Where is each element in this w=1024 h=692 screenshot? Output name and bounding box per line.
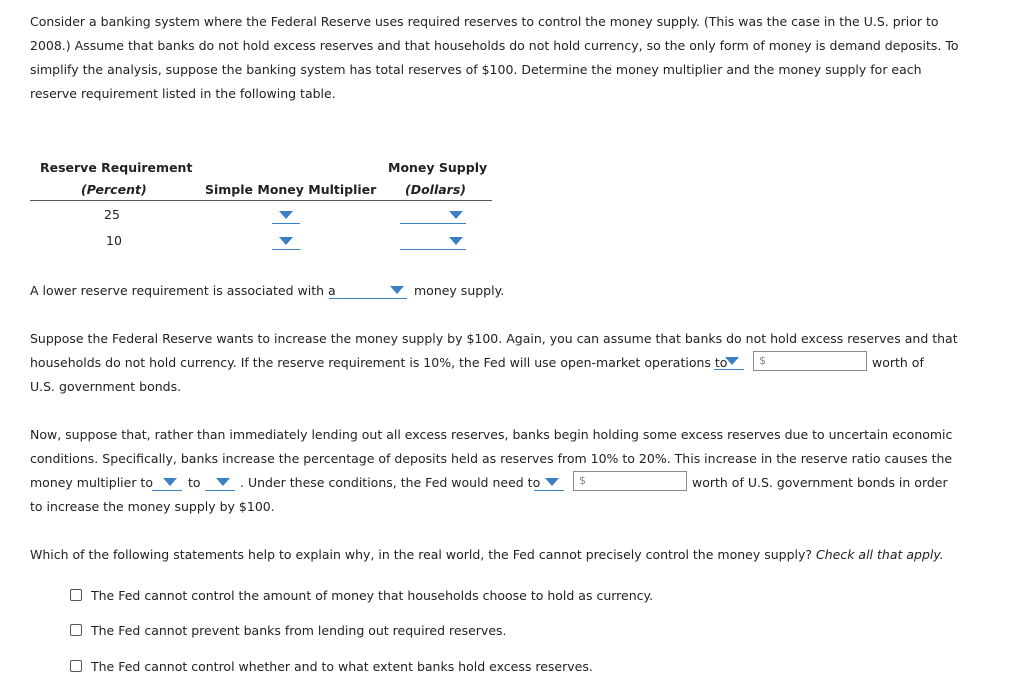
q4-instruction: Check all that apply.: [816, 547, 944, 562]
multiplier-dropdown-10[interactable]: [272, 235, 300, 250]
col-reserve-header: Reserve Requirement: [40, 160, 193, 175]
multiplier-dropdown-25[interactable]: [272, 209, 300, 224]
option-2-label: The Fed cannot prevent banks from lending out required reserves.: [91, 623, 507, 638]
q3-amount-input[interactable]: [573, 471, 687, 491]
chevron-down-icon: [449, 237, 463, 245]
q3-buy-sell-dropdown[interactable]: [534, 476, 564, 491]
chevron-down-icon: [216, 478, 230, 486]
chevron-down-icon: [279, 211, 293, 219]
option-1-label: The Fed cannot control the amount of money that households choose to hold as currency.: [91, 588, 654, 603]
checkbox-option-2[interactable]: [70, 624, 82, 636]
q3-line3-c: . Under these conditions, the Fed would need to: [240, 475, 541, 490]
chevron-down-icon: [725, 357, 739, 365]
q2-line2-after: worth of: [872, 355, 924, 370]
row-reserve-25: 25: [104, 207, 120, 222]
q3-line4: to increase the money supply by $100.: [30, 499, 275, 514]
table-header-rule: [30, 200, 492, 201]
q1-text-before: A lower reserve requirement is associated with a: [30, 283, 336, 298]
chevron-down-icon: [545, 478, 559, 486]
q3-line3-a: money multiplier to: [30, 475, 153, 490]
q2-line2: households do not hold currency. If the reserve requirement is 10%, the Fed will use open-market operations to: [30, 355, 728, 370]
q3-line2: conditions. Specifically, banks increase the percentage of deposits held as reserves from 10% to 20%. This increase in the reserve ratio causes the: [30, 451, 953, 466]
checkbox-option-1[interactable]: [70, 589, 82, 601]
chevron-down-icon: [449, 211, 463, 219]
money-supply-dropdown-25[interactable]: [400, 209, 466, 224]
q4-question: [30, 547, 944, 562]
checkbox-option-3[interactable]: [70, 660, 82, 672]
q2-line1: Suppose the Federal Reserve wants to increase the money supply by $100. Again, you can assume that banks do not hold excess reserves and that: [30, 331, 958, 346]
q3-line3-d: worth of U.S. government bonds in order: [692, 475, 948, 490]
col-reserve-subheader: (Percent): [81, 182, 147, 197]
chevron-down-icon: [279, 237, 293, 245]
col-multiplier-header: Simple Money Multiplier: [205, 182, 377, 197]
dollar-sign: $: [759, 354, 766, 367]
q2-buy-sell-dropdown[interactable]: [714, 355, 744, 370]
chevron-down-icon: [390, 286, 404, 294]
chevron-down-icon: [163, 478, 177, 486]
q3-line1: Now, suppose that, rather than immediately lending out all excess reserves, banks begin holding some excess reserves due to uncertain economic: [30, 427, 953, 442]
q3-line3-b: to: [188, 475, 201, 490]
option-3-label: The Fed cannot control whether and to what extent banks hold excess reserves.: [91, 659, 593, 674]
q2-line3: U.S. government bonds.: [30, 379, 182, 394]
row-reserve-10: 10: [106, 233, 122, 248]
q3-multiplier-from-dropdown[interactable]: [152, 476, 182, 491]
q4-question-text: Which of the following statements help to explain why, in the real world, the Fed cannot precisely control the money supply?: [30, 547, 813, 562]
intro-paragraph: Consider a banking system where the Federal Reserve uses required reserves to control the money supply. (This was the case in the U.S. prior to 2008.) Assume that banks do not hold excess reserves and that households do not hold currency, so the only form of money is demand deposits. To simplify the analysis, suppose the banking system has total reserves of $100. Determine the money multiplier and the money supply for each reserve requirement listed in the following table.: [30, 14, 959, 101]
money-supply-dropdown-10[interactable]: [400, 235, 466, 250]
q2-amount-input[interactable]: [753, 351, 867, 371]
col-money-supply-header: Money Supply: [388, 160, 488, 175]
q1-dropdown[interactable]: [329, 284, 407, 299]
q1-text-after: money supply.: [414, 283, 505, 298]
dollar-sign: $: [579, 474, 586, 487]
q3-multiplier-to-dropdown[interactable]: [205, 476, 235, 491]
col-money-supply-subheader: (Dollars): [405, 182, 466, 197]
